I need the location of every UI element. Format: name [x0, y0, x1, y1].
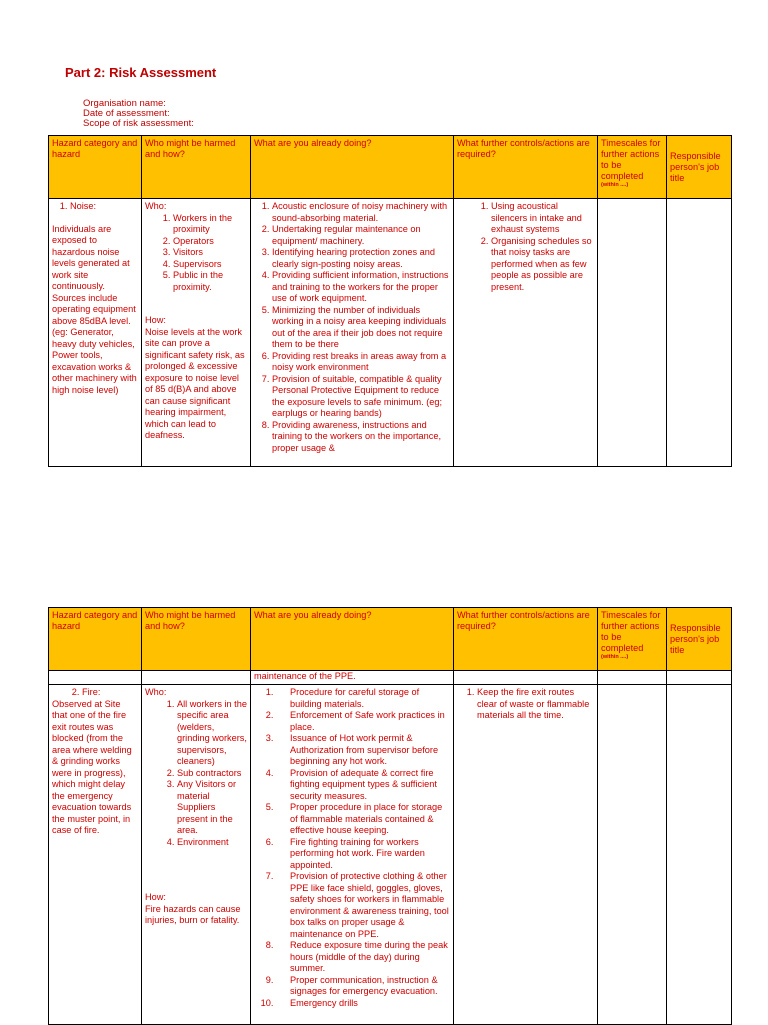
page-title: Part 2: Risk Assessment: [65, 65, 217, 80]
control-item: 5. Minimizing the number of individuals working in a noisy area keeping individuals out of the area if their job does not require them to be there: [272, 305, 450, 351]
further-item: 1. Keep the fire exit routes clear of waste or flammable materials all the time.: [477, 687, 594, 722]
who-item: 2. Operators: [173, 236, 247, 248]
header-further: What further controls/actions are required?: [454, 608, 598, 671]
control-item: 7. Provision of suitable, compatible & quality Personal Protective Equipment to reduce the exposure levels to safe minimum. (eg; earplugs or hearing bands): [272, 374, 450, 420]
organisation-name-label: Organisation name:: [83, 98, 166, 109]
control-item: 4. Providing sufficient information, instructions and training to the workers for the proper use of work equipment.: [272, 270, 450, 305]
control-item: 8. Providing awareness, instructions and training to the workers on the importance, proper usage &: [272, 420, 450, 455]
header-doing: What are you already doing?: [251, 608, 454, 671]
control-item: 9. Proper communication, instruction & signages for emergency evacuation.: [276, 975, 450, 998]
risk-table-page-1: [48, 135, 732, 467]
who-item: 4. Supervisors: [173, 259, 247, 271]
who-label-noise: Who:: [145, 201, 167, 211]
who-item: 5. Public in the proximity.: [173, 270, 247, 293]
header-responsible: Responsible person's job title: [667, 608, 732, 671]
hazard-title-fire: 2. Fire:: [82, 687, 138, 699]
who-label-fire: Who:: [145, 687, 167, 697]
cell-responsible-noise: [667, 199, 732, 467]
continuation-text: maintenance of the PPE.: [251, 671, 454, 685]
control-item: 1. Acoustic enclosure of noisy machinery with sound-absorbing material.: [272, 201, 450, 224]
table-row-noise: [49, 199, 732, 467]
cell-doing-noise: [251, 199, 454, 467]
header-timescales-note: (within ....): [601, 654, 629, 660]
risk-table-page-2: [48, 607, 732, 1025]
further-item: 1. Using acoustical silencers in intake and exhaust systems: [491, 201, 594, 236]
control-item: 3. Issuance of Hot work permit & Authorization from supervisor before beginning any hot work.: [276, 733, 450, 768]
assessment-scope-label: Scope of risk assessment:: [83, 118, 194, 129]
assessment-date-label: Date of assessment:: [83, 108, 170, 119]
control-item: 1. Procedure for careful storage of building materials.: [276, 687, 450, 710]
header-timescales-label: Timescales for further actions to be completed: [601, 610, 661, 653]
table-header-row: [49, 608, 732, 671]
cell-responsible-fire: [667, 685, 732, 1025]
assessment-meta: [83, 99, 194, 129]
who-item: 1. Workers in the proximity: [173, 213, 247, 236]
header-who: Who might be harmed and how?: [142, 136, 251, 199]
control-item: 2. Enforcement of Safe work practices in place.: [276, 710, 450, 733]
control-item: 3. Identifying hearing protection zones and clearly sign-posting noisy areas.: [272, 247, 450, 270]
further-item: 2. Organising schedules so that noisy tasks are performed when as few people as possible are present.: [491, 236, 594, 294]
who-item: 4. Environment: [177, 837, 247, 849]
hazard-text-fire: Observed at Site that one of the fire exit routes was blocked (from the area where welding & grinding works were in progress), which might delay the emergency evacuation towards the muster point, in case of fire.: [52, 698, 132, 835]
control-item: 6. Fire fighting training for workers performing hot work. Fire warden appointed.: [276, 837, 450, 872]
control-item: 4. Provision of adequate & correct fire fighting equipment types & sufficient security measures.: [276, 768, 450, 803]
table-row-fire: [49, 685, 732, 1025]
header-further: What further controls/actions are required?: [454, 136, 598, 199]
header-who: Who might be harmed and how?: [142, 608, 251, 671]
header-doing: What are you already doing?: [251, 136, 454, 199]
cell-further-noise: [454, 199, 598, 467]
cell-who-fire: [142, 685, 251, 1025]
cell-doing-fire: [251, 685, 454, 1025]
control-item: 8. Reduce exposure time during the peak hours (middle of the day) during summer.: [276, 940, 450, 975]
control-item: 7. Provision of protective clothing & other PPE like face shield, goggles, gloves, safety shoes for workers in flammable environment & awareness training, tool box talks on proper usage & maintenance on PPE.: [276, 871, 450, 940]
who-item: 2. Sub contractors: [177, 768, 247, 780]
cell-hazard-fire: [49, 685, 142, 1025]
how-text-fire: Fire hazards can cause injuries, burn or fatality.: [145, 903, 241, 925]
cell-timescales-noise: [598, 199, 667, 467]
how-label-noise: How:: [145, 315, 166, 325]
who-item: 3. Any Visitors or material Suppliers present in the area.: [177, 779, 247, 837]
header-hazard: Hazard category and hazard: [49, 136, 142, 199]
control-item: 6. Providing rest breaks in areas away from a noisy work environment: [272, 351, 450, 374]
hazard-title-noise: 1. Noise:: [70, 201, 138, 213]
who-item: 1. All workers in the specific area (welders, grinding workers, supervisors, cleaners): [177, 699, 247, 768]
cell-further-fire: [454, 685, 598, 1025]
table-row-continuation: [49, 671, 732, 685]
cell-hazard-noise: [49, 199, 142, 467]
control-item: 2. Undertaking regular maintenance on equipment/ machinery.: [272, 224, 450, 247]
who-item: 3. Visitors: [173, 247, 247, 259]
control-item: 10. Emergency drills: [276, 998, 450, 1010]
header-responsible: Responsible person's job title: [667, 136, 732, 199]
how-label-fire: How:: [145, 892, 166, 902]
control-item: 5. Proper procedure in place for storage of flammable materials contained & effective house keeping.: [276, 802, 450, 837]
header-timescales-label: Timescales for further actions to be completed: [601, 138, 661, 181]
hazard-text-noise: Individuals are exposed to hazardous noise levels generated at work site continuously. Sources include operating equipment above 85dBA level. (eg: Generator, heavy duty vehicles, Power tools, excavation works & other machinery with high noise level): [52, 223, 137, 395]
how-text-noise: Noise levels at the work site can prove a significant safety risk, as prolonged & excessive exposure to noise level of 85 d(B)A and above can cause significant hearing impairment, which can lead to deafness.: [145, 326, 245, 440]
cell-who-noise: [142, 199, 251, 467]
header-timescales: [598, 608, 667, 671]
header-timescales-note: (within ....): [601, 182, 629, 188]
table-header-row: [49, 136, 732, 199]
cell-timescales-fire: [598, 685, 667, 1025]
header-timescales: [598, 136, 667, 199]
header-hazard: Hazard category and hazard: [49, 608, 142, 671]
